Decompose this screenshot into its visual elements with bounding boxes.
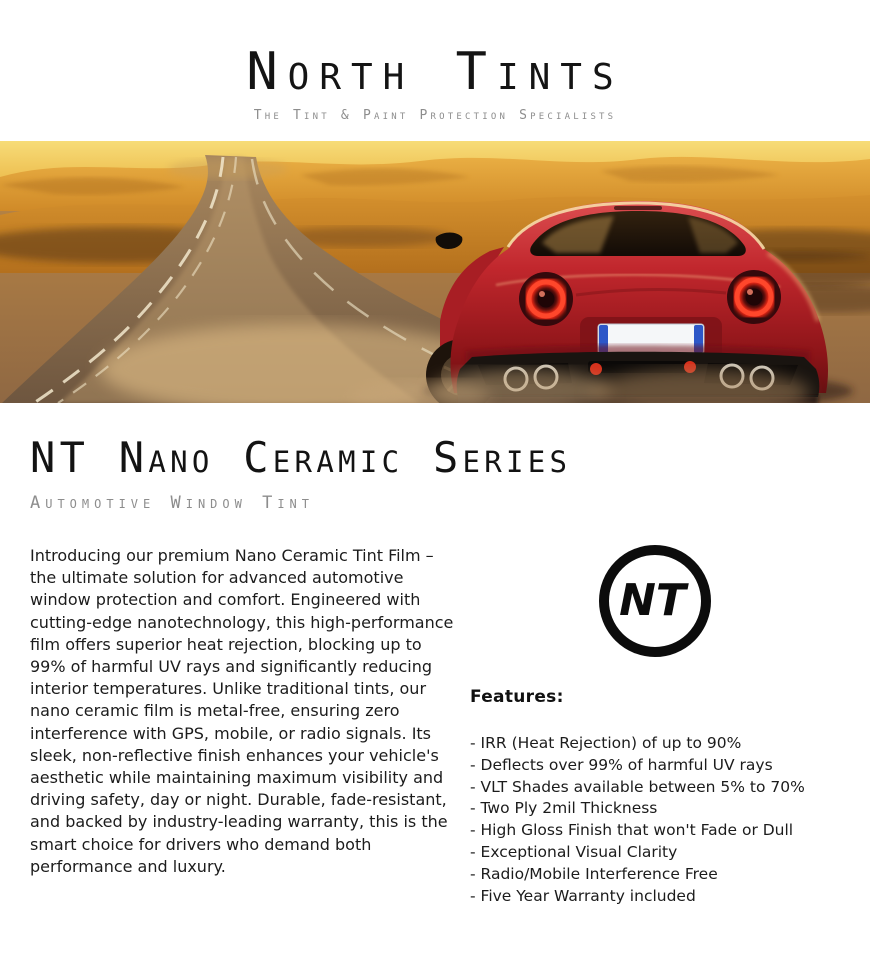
features-heading: Features: [470,687,564,707]
feature-item: - Radio/Mobile Interference Free [470,864,840,886]
feature-item: - VLT Shades available between 5% to 70% [470,777,840,799]
brand-tagline: The Tint & Paint Protection Specialists [253,108,617,123]
desert-scene-illustration [0,141,870,403]
feature-item: - Two Ply 2mil Thickness [470,798,840,820]
brand-header [0,0,870,123]
product-section [0,433,870,907]
feature-item: - Deflects over 99% of harmful UV rays [470,755,840,777]
car-taillight-left-icon [519,272,573,326]
reflector-icon [590,363,602,375]
feature-item: - High Gloss Finish that won't Fade or Dull [470,820,840,842]
feature-item: - Five Year Warranty included [470,886,840,908]
features-column [454,545,840,907]
product-description: Introducing our premium Nano Ceramic Tint Film – the ultimate solution for advanced automotive window protection and comfort. Engineered with cutting-edge nanotechnology, this high-performance film offers superior heat rejection, blocking up to 99% of harmful UV rays and significantly reducing interior temperatures. Unlike traditional tints, our nano ceramic film is metal-free, ensuring zero interference with GPS, mobile, or radio signals. Its sleek, non-reflective finish enhances your vehicle's aesthetic while maintaining maximum visibility and driving safety, day or night. Durable, fade-resistant, and backed by industry-leading warranty, this is the smart choice for drivers who demand both performance and luxury. [30,546,454,876]
nt-badge-icon [599,545,711,657]
product-subtitle: Automotive Window Tint [30,493,314,513]
feature-item: - IRR (Heat Rejection) of up to 90% [470,733,840,755]
feature-item: - Exceptional Visual Clarity [470,842,840,864]
features-list [470,733,840,907]
car-taillight-right-icon [727,270,781,324]
nt-badge-text: NT [619,575,686,626]
content-columns [30,545,840,907]
product-title: NT Nano Ceramic Series [30,433,572,482]
brand-logo: North Tints [246,42,624,102]
hero-image [0,141,870,403]
